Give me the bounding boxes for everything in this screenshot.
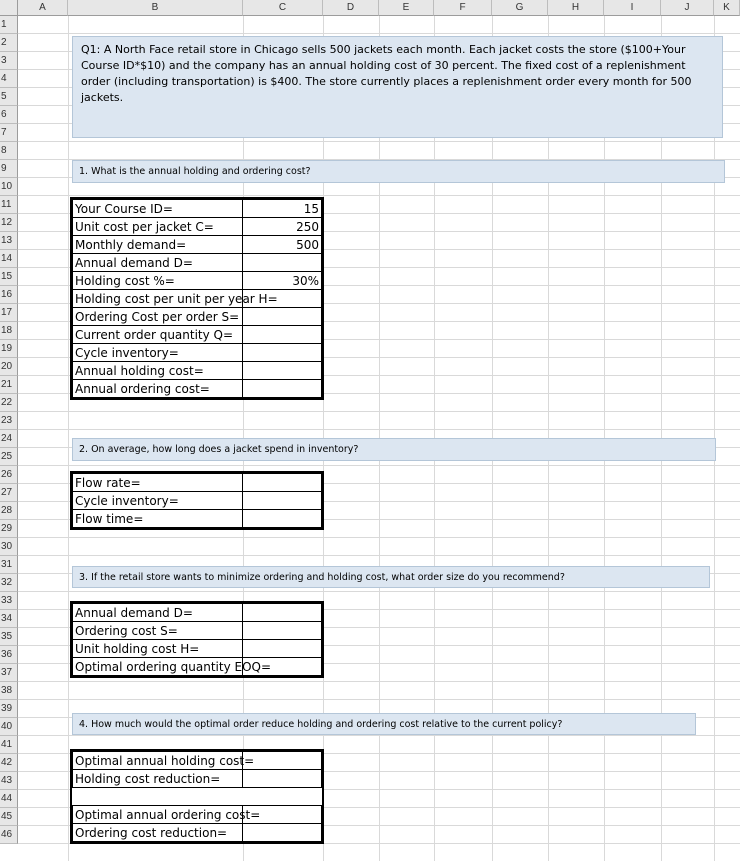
row-header[interactable]: 12 (0, 214, 18, 232)
cell-label[interactable]: Holding cost reduction= (73, 770, 243, 788)
table-row (73, 770, 322, 788)
cell-value[interactable] (243, 604, 322, 622)
cell-label[interactable] (73, 788, 243, 806)
table-row (73, 290, 322, 308)
table-row (73, 474, 322, 492)
answer-table-2 (70, 471, 324, 530)
row-header[interactable]: 13 (0, 232, 18, 250)
table-row (73, 272, 322, 290)
cell-value[interactable] (243, 770, 322, 788)
cell-value[interactable]: 500 (243, 236, 322, 254)
row-header[interactable]: 9 (0, 160, 18, 178)
cell-label[interactable]: Holding cost %= (73, 272, 243, 290)
row-header[interactable]: 37 (0, 664, 18, 682)
gridline-horizontal (18, 699, 740, 700)
row-header[interactable]: 10 (0, 178, 18, 196)
row-header[interactable]: 40 (0, 718, 18, 736)
gridline-horizontal (18, 429, 740, 430)
subquestion-1-title: 1. What is the annual holding and ordering cost? (79, 166, 311, 177)
row-header[interactable]: 4 (0, 70, 18, 88)
table-row (73, 326, 322, 344)
gridline-horizontal (18, 465, 740, 466)
cell-label[interactable]: Ordering cost reduction= (73, 824, 243, 842)
row-header[interactable]: 34 (0, 610, 18, 628)
row-header[interactable]: 44 (0, 790, 18, 808)
column-header-d[interactable]: D (323, 0, 379, 16)
question-textbox[interactable] (72, 36, 723, 138)
row-header[interactable]: 33 (0, 592, 18, 610)
cell-label[interactable]: Annual demand D= (73, 254, 243, 272)
cell-label[interactable]: Ordering Cost per order S= (73, 308, 243, 326)
row-header[interactable]: 38 (0, 682, 18, 700)
table-row (73, 254, 322, 272)
cell-label[interactable]: Monthly demand= (73, 236, 243, 254)
row-header[interactable]: 28 (0, 502, 18, 520)
table-row (73, 752, 322, 770)
column-header-a[interactable]: A (18, 0, 68, 16)
cell-label[interactable]: Flow rate= (73, 474, 243, 492)
answer-table-3 (70, 601, 324, 678)
row-header[interactable]: 22 (0, 394, 18, 412)
cell-label[interactable]: Annual holding cost= (73, 362, 243, 380)
question-text: Q1: A North Face retail store in Chicago sells 500 jackets each month. Each jacket costs the store ($100+Your Course ID*$10) and the company has an annual holding cost of 30 percent. The fixed cost of a replenishment order (including transportation) is $400. The store currently places a replenishment order every month for 500 jackets. (81, 43, 692, 104)
cell-label[interactable]: Flow time= (73, 510, 243, 528)
table-row (73, 308, 322, 326)
gridline-horizontal (18, 681, 740, 682)
column-header-e[interactable]: E (379, 0, 434, 16)
cell-label[interactable]: Optimal ordering quantity EOQ= (73, 658, 243, 676)
cell-value[interactable] (243, 380, 322, 398)
table-row (73, 218, 322, 236)
gridline-horizontal (18, 195, 740, 196)
row-header[interactable]: 6 (0, 106, 18, 124)
row-header[interactable]: 35 (0, 628, 18, 646)
gridline-horizontal (18, 555, 740, 556)
subquestion-4-title: 4. How much would the optimal order reduce holding and ordering cost relative to the current policy? (79, 718, 563, 730)
table-row (73, 824, 322, 842)
column-header-b[interactable]: B (68, 0, 243, 16)
row-header[interactable]: 23 (0, 412, 18, 430)
row-header[interactable]: 45 (0, 808, 18, 826)
cell-label[interactable]: Current order quantity Q= (73, 326, 243, 344)
row-header[interactable]: 19 (0, 340, 18, 358)
cell-label[interactable]: Cycle inventory= (73, 492, 243, 510)
subquestion-1-box[interactable] (72, 160, 725, 183)
subquestion-2-box[interactable] (72, 438, 716, 461)
cell-value[interactable] (243, 640, 322, 658)
row-header[interactable]: 32 (0, 574, 18, 592)
table-row (73, 510, 322, 528)
cell-label[interactable]: Optimal annual ordering cost= (73, 806, 243, 824)
row-header[interactable]: 1 (0, 16, 18, 34)
gridline-horizontal (18, 735, 740, 736)
cell-value[interactable] (243, 492, 322, 510)
cell-value[interactable] (243, 824, 322, 842)
table-row (73, 806, 322, 824)
gridline-horizontal (18, 33, 740, 34)
cell-value[interactable] (243, 362, 322, 380)
table-row (73, 380, 322, 398)
cell-value[interactable] (243, 474, 322, 492)
row-header[interactable]: 15 (0, 268, 18, 286)
row-header[interactable]: 5 (0, 88, 18, 106)
gridline-horizontal (18, 141, 740, 142)
cell-value[interactable] (243, 344, 322, 362)
row-header[interactable]: 14 (0, 250, 18, 268)
row-header[interactable]: 11 (0, 196, 18, 214)
row-header[interactable]: 20 (0, 358, 18, 376)
column-header-i[interactable]: I (604, 0, 661, 16)
row-header[interactable]: 39 (0, 700, 18, 718)
gridline-horizontal (18, 591, 740, 592)
answer-table-1 (70, 197, 324, 400)
cell-label[interactable]: Unit holding cost H= (73, 640, 243, 658)
cell-value[interactable] (243, 788, 322, 806)
row-header[interactable]: 7 (0, 124, 18, 142)
gridline-horizontal (18, 537, 740, 538)
row-header[interactable]: 18 (0, 322, 18, 340)
column-header-j[interactable]: J (661, 0, 714, 16)
cell-value[interactable]: 250 (243, 218, 322, 236)
row-header[interactable]: 21 (0, 376, 18, 394)
table-row (73, 658, 322, 676)
cell-label[interactable]: Annual demand D= (73, 604, 243, 622)
cell-value[interactable]: 30% (243, 272, 322, 290)
row-header[interactable]: 42 (0, 754, 18, 772)
row-header[interactable]: 43 (0, 772, 18, 790)
cell-label[interactable]: Ordering cost S= (73, 622, 243, 640)
row-header[interactable]: 3 (0, 52, 18, 70)
row-header[interactable]: 27 (0, 484, 18, 502)
table-row (73, 200, 322, 218)
table-row (73, 362, 322, 380)
table-row (73, 492, 322, 510)
cell-label[interactable]: Optimal annual holding cost= (73, 752, 243, 770)
gridline-horizontal (18, 411, 740, 412)
cell-label[interactable]: Cycle inventory= (73, 344, 243, 362)
row-header[interactable]: 16 (0, 286, 18, 304)
row-header[interactable]: 8 (0, 142, 18, 160)
cell-label[interactable]: Holding cost per unit per year H= (73, 290, 243, 308)
table-row (73, 788, 322, 806)
cell-value[interactable] (243, 254, 322, 272)
cell-label[interactable]: Your Course ID= (73, 200, 243, 218)
cell-label[interactable]: Unit cost per jacket C= (73, 218, 243, 236)
subquestion-3-box[interactable] (72, 566, 710, 588)
answer-table-4 (70, 749, 324, 844)
cell-value[interactable] (243, 326, 322, 344)
cell-value[interactable] (243, 308, 322, 326)
column-header-k[interactable]: K (714, 0, 740, 16)
row-header[interactable]: 31 (0, 556, 18, 574)
column-header-h[interactable]: H (548, 0, 604, 16)
row-header[interactable]: 36 (0, 646, 18, 664)
row-header[interactable]: 24 (0, 430, 18, 448)
subquestion-3-title: 3. If the retail store wants to minimize ordering and holding cost, what order size do you recommend? (79, 571, 565, 583)
cell-value[interactable]: 15 (243, 200, 322, 218)
subquestion-2-title: 2. On average, how long does a jacket spend in inventory? (79, 444, 359, 455)
row-header[interactable]: 30 (0, 538, 18, 556)
row-header[interactable]: 25 (0, 448, 18, 466)
column-header-g[interactable]: G (492, 0, 548, 16)
table-row (73, 344, 322, 362)
row-header[interactable]: 26 (0, 466, 18, 484)
table-row (73, 604, 322, 622)
cell-value[interactable] (243, 622, 322, 640)
row-header[interactable]: 29 (0, 520, 18, 538)
row-header[interactable]: 46 (0, 826, 18, 844)
table-row (73, 622, 322, 640)
column-header-c[interactable]: C (243, 0, 323, 16)
row-header[interactable]: 41 (0, 736, 18, 754)
table-row (73, 236, 322, 254)
cell-label[interactable]: Annual ordering cost= (73, 380, 243, 398)
row-header[interactable]: 17 (0, 304, 18, 322)
cell-value[interactable] (243, 510, 322, 528)
table-row (73, 640, 322, 658)
subquestion-4-box[interactable] (72, 713, 696, 735)
cell-value[interactable] (243, 752, 322, 770)
row-header[interactable]: 2 (0, 34, 18, 52)
select-all-corner[interactable] (0, 0, 18, 16)
column-header-f[interactable]: F (434, 0, 492, 16)
